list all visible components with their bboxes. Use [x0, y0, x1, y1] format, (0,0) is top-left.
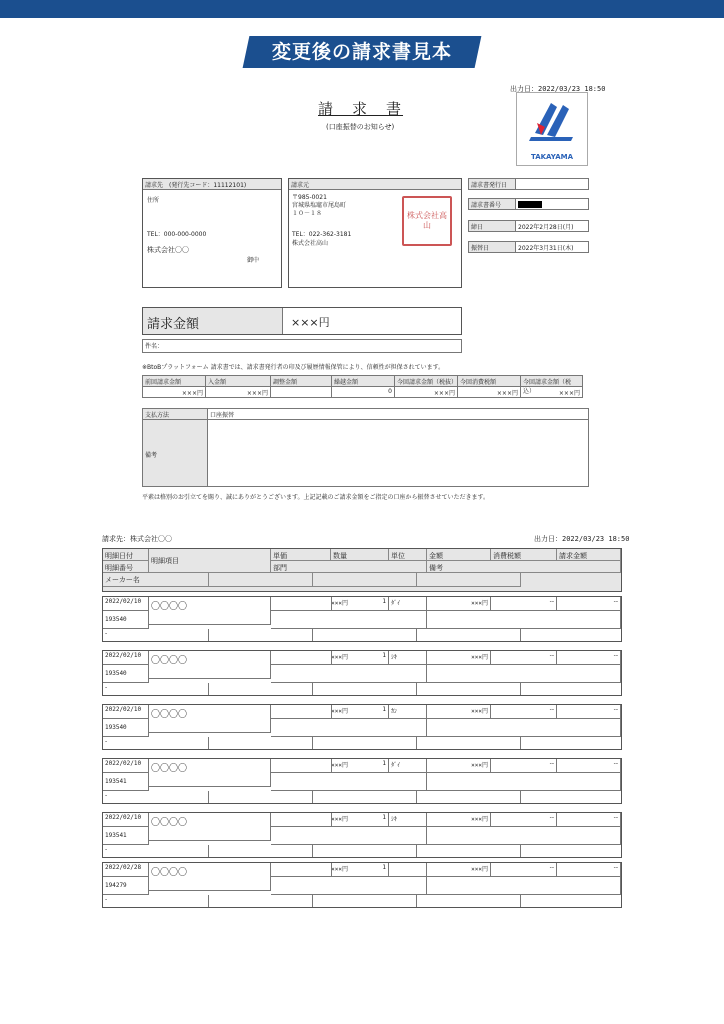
row-price: ×××円 [271, 759, 389, 773]
row-unit: ｶﾝ [389, 705, 427, 719]
row-number: 193540 [103, 611, 149, 629]
row-unit: ｼｷ [389, 651, 427, 665]
issuer-tel: TEL：022-362-3181 [292, 231, 352, 238]
row-price: ×××円 [271, 651, 389, 665]
invoice-title: 請 求 書 [318, 100, 404, 118]
row-blank-cell [209, 629, 313, 641]
row-date: 2022/02/10 [103, 705, 149, 719]
row-amount: ×××円 [427, 759, 491, 773]
header-quantity: 数量 [331, 549, 389, 561]
transfer-label: 振替日 [468, 241, 516, 253]
row-unit [389, 863, 427, 877]
row-date: 2022/02/10 [103, 759, 149, 773]
row-price: ×××円 [271, 813, 389, 827]
subject-row [142, 339, 462, 353]
transfer-value: 2022年3月31日(木) [515, 241, 589, 253]
issue-date-label: 請求書発行日 [468, 178, 516, 190]
row-tax: -- [491, 759, 557, 773]
row-number: 193541 [103, 827, 149, 845]
bill-to-honorific: 御中 [247, 257, 260, 264]
row-date: 2022/02/10 [103, 651, 149, 665]
row-date: 2022/02/10 [103, 597, 149, 611]
issuer-address2: １０－１８ [292, 210, 323, 217]
row-blank-cell [209, 895, 313, 907]
table-row [102, 758, 622, 804]
row-total: -- [557, 813, 621, 827]
row-total: -- [557, 597, 621, 611]
row-total: -- [557, 759, 621, 773]
row-blank-cell [417, 791, 521, 803]
row-tax: -- [491, 813, 557, 827]
row-blank-cell [417, 629, 521, 641]
summary-value: ×××円 [394, 386, 458, 398]
invoice-number-label: 請求書番号 [468, 198, 516, 210]
header-amount: 金額 [427, 549, 491, 561]
summary-value: ×××円 [205, 386, 271, 398]
row-number: 193540 [103, 719, 149, 737]
header-tax: 消費税額 [491, 549, 557, 561]
row-total: -- [557, 651, 621, 665]
header-item: 明細項目 [149, 549, 271, 573]
row-qty: 1 [331, 651, 389, 665]
row-qty: 1 [331, 813, 389, 827]
header-blank-1 [209, 573, 313, 587]
header-maker: メーカー名 [103, 573, 209, 587]
summary-value [270, 386, 332, 398]
issuer-postal: 〒985-0021 [292, 194, 327, 201]
issuer-header: 請求元 [289, 179, 461, 190]
bill-to-tel: TEL：000-000-0000 [147, 231, 207, 238]
subject-label: 件名： [145, 343, 164, 350]
bill-to-company: 株式会社〇〇 [147, 246, 189, 254]
company-seal: 株式会社高山 [402, 196, 452, 246]
row-blank-cell [313, 895, 417, 907]
table-row [102, 596, 622, 642]
row-number: 194279 [103, 877, 149, 895]
row-blank-cell [271, 773, 427, 791]
row-date: 2022/02/10 [103, 813, 149, 827]
summary-header: 今回請求金額（税抜） [394, 375, 458, 387]
row-blank-cell [271, 877, 427, 895]
row-blank-cell [313, 629, 417, 641]
row-unit: ﾀﾞｲ [389, 597, 427, 611]
table-row [102, 650, 622, 696]
row-unit: ﾀﾞｲ [389, 759, 427, 773]
header-remarks: 備考 [427, 561, 621, 573]
thanks-note: 平素は格別のお引立てを賜り、誠にありがとうございます。上記記載のご請求金額をご指定の口座から振替させていただきます。 [142, 494, 490, 501]
deadline-value: 2022年2月28日(月) [515, 220, 589, 232]
row-blank-cell [417, 845, 521, 857]
row-blank-cell [417, 683, 521, 695]
invoice-subtitle: (口座振替のお知らせ) [326, 123, 395, 131]
logo-mark-icon [517, 93, 587, 149]
row-tax: -- [491, 705, 557, 719]
row-blank-cell [417, 737, 521, 749]
header-total: 請求金額 [557, 549, 621, 561]
summary-value: ×××円 [457, 386, 521, 398]
output-date: 出力日：2022/03/23 18:50 [510, 85, 606, 93]
row-maker: - [103, 895, 209, 907]
row-blank-cell [427, 665, 621, 683]
row-maker: - [103, 737, 209, 749]
row-tax: -- [491, 597, 557, 611]
summary-header: 今回請求金額（税込） [520, 375, 583, 387]
summary-value: ×××円 [520, 386, 583, 398]
header-blank-3 [417, 573, 521, 587]
amount-label: 請求金額 [143, 308, 283, 334]
amount-value: ×××円 [291, 316, 330, 329]
summary-header: 前回請求金額 [142, 375, 206, 387]
bill-to-header: 請求先 (発行先コード：11112101) [143, 179, 281, 190]
issuer-address1: 宮城県塩竈市尾島町 [292, 202, 347, 209]
remarks-label: 備考 [142, 419, 208, 487]
row-unit: ｼｷ [389, 813, 427, 827]
bill-to-box [142, 178, 282, 288]
row-blank-cell [427, 773, 621, 791]
row-blank-cell [271, 719, 427, 737]
row-qty: 1 [331, 863, 389, 877]
row-item: 〇〇〇〇 [149, 705, 271, 733]
row-date: 2022/02/28 [103, 863, 149, 877]
row-qty: 1 [331, 759, 389, 773]
header-blank-2 [313, 573, 417, 587]
row-blank-cell [209, 791, 313, 803]
payment-value: 口座振替 [207, 408, 589, 420]
row-maker: - [103, 845, 209, 857]
row-item: 〇〇〇〇 [149, 863, 271, 891]
row-maker: - [103, 791, 209, 803]
row-price: ×××円 [271, 705, 389, 719]
header-unit-price: 単価 [271, 549, 331, 561]
row-price: ×××円 [271, 597, 389, 611]
row-item: 〇〇〇〇 [149, 597, 271, 625]
row-blank-cell [313, 737, 417, 749]
header-date: 明細日付 [103, 549, 149, 561]
row-amount: ×××円 [427, 597, 491, 611]
row-amount: ×××円 [427, 705, 491, 719]
logo-text: TAKAYAMA [530, 153, 574, 161]
table-row [102, 812, 622, 858]
summary-header: 調整金額 [270, 375, 332, 387]
row-amount: ×××円 [427, 813, 491, 827]
header-number: 明細番号 [103, 561, 149, 573]
row-number: 193540 [103, 665, 149, 683]
row-number: 193541 [103, 773, 149, 791]
row-qty: 1 [331, 597, 389, 611]
row-blank-cell [417, 895, 521, 907]
issue-date-value [515, 178, 589, 190]
summary-header: 繰越金額 [331, 375, 395, 387]
amount-box [142, 307, 462, 335]
summary-header: 入金額 [205, 375, 271, 387]
summary-value: ×××円 [142, 386, 206, 398]
row-amount: ×××円 [427, 651, 491, 665]
row-blank-cell [427, 719, 621, 737]
row-amount: ×××円 [427, 863, 491, 877]
redacted-block [518, 201, 542, 208]
table-row [102, 704, 622, 750]
top-bar [0, 0, 724, 18]
row-blank-cell [271, 665, 427, 683]
row-item: 〇〇〇〇 [149, 813, 271, 841]
row-blank-cell [271, 611, 427, 629]
banner-title: 変更後の請求書見本 [271, 41, 452, 63]
detail-output-date: 出力日：2022/03/23 18:50 [534, 535, 630, 543]
company-logo [516, 92, 588, 166]
row-blank-cell [427, 877, 621, 895]
row-blank-cell [271, 827, 427, 845]
row-total: -- [557, 863, 621, 877]
header-dept: 部門 [271, 561, 427, 573]
reliability-note: ※BtoBプラットフォーム 請求書では、請求書発行者の印及び履歴情報保管により、信頼性が担保されています。 [142, 364, 445, 371]
row-tax: -- [491, 651, 557, 665]
row-blank-cell [427, 611, 621, 629]
row-blank-cell [427, 827, 621, 845]
issuer-company: 株式会社高山 [292, 240, 329, 247]
detail-header [102, 548, 622, 592]
deadline-label: 締日 [468, 220, 516, 232]
payment-label: 支払方法 [142, 408, 208, 420]
row-blank-cell [209, 683, 313, 695]
row-blank-cell [313, 791, 417, 803]
detail-bill-to: 請求先：株式会社〇〇 [102, 535, 172, 543]
row-maker: - [103, 683, 209, 695]
summary-value: 0 [331, 386, 395, 398]
bill-to-address-label: 住所 [147, 197, 160, 204]
row-blank-cell [313, 845, 417, 857]
row-qty: 1 [331, 705, 389, 719]
row-blank-cell [313, 683, 417, 695]
row-maker: - [103, 629, 209, 641]
remarks-value [207, 419, 589, 487]
row-blank-cell [209, 737, 313, 749]
row-price: ×××円 [271, 863, 389, 877]
invoice-number-value [515, 198, 589, 210]
row-total: -- [557, 705, 621, 719]
row-item: 〇〇〇〇 [149, 651, 271, 679]
table-row [102, 862, 622, 908]
row-item: 〇〇〇〇 [149, 759, 271, 787]
row-blank-cell [209, 845, 313, 857]
row-tax: -- [491, 863, 557, 877]
header-unit: 単位 [389, 549, 427, 561]
summary-table [142, 375, 589, 399]
summary-header: 今回消費税額 [457, 375, 521, 387]
